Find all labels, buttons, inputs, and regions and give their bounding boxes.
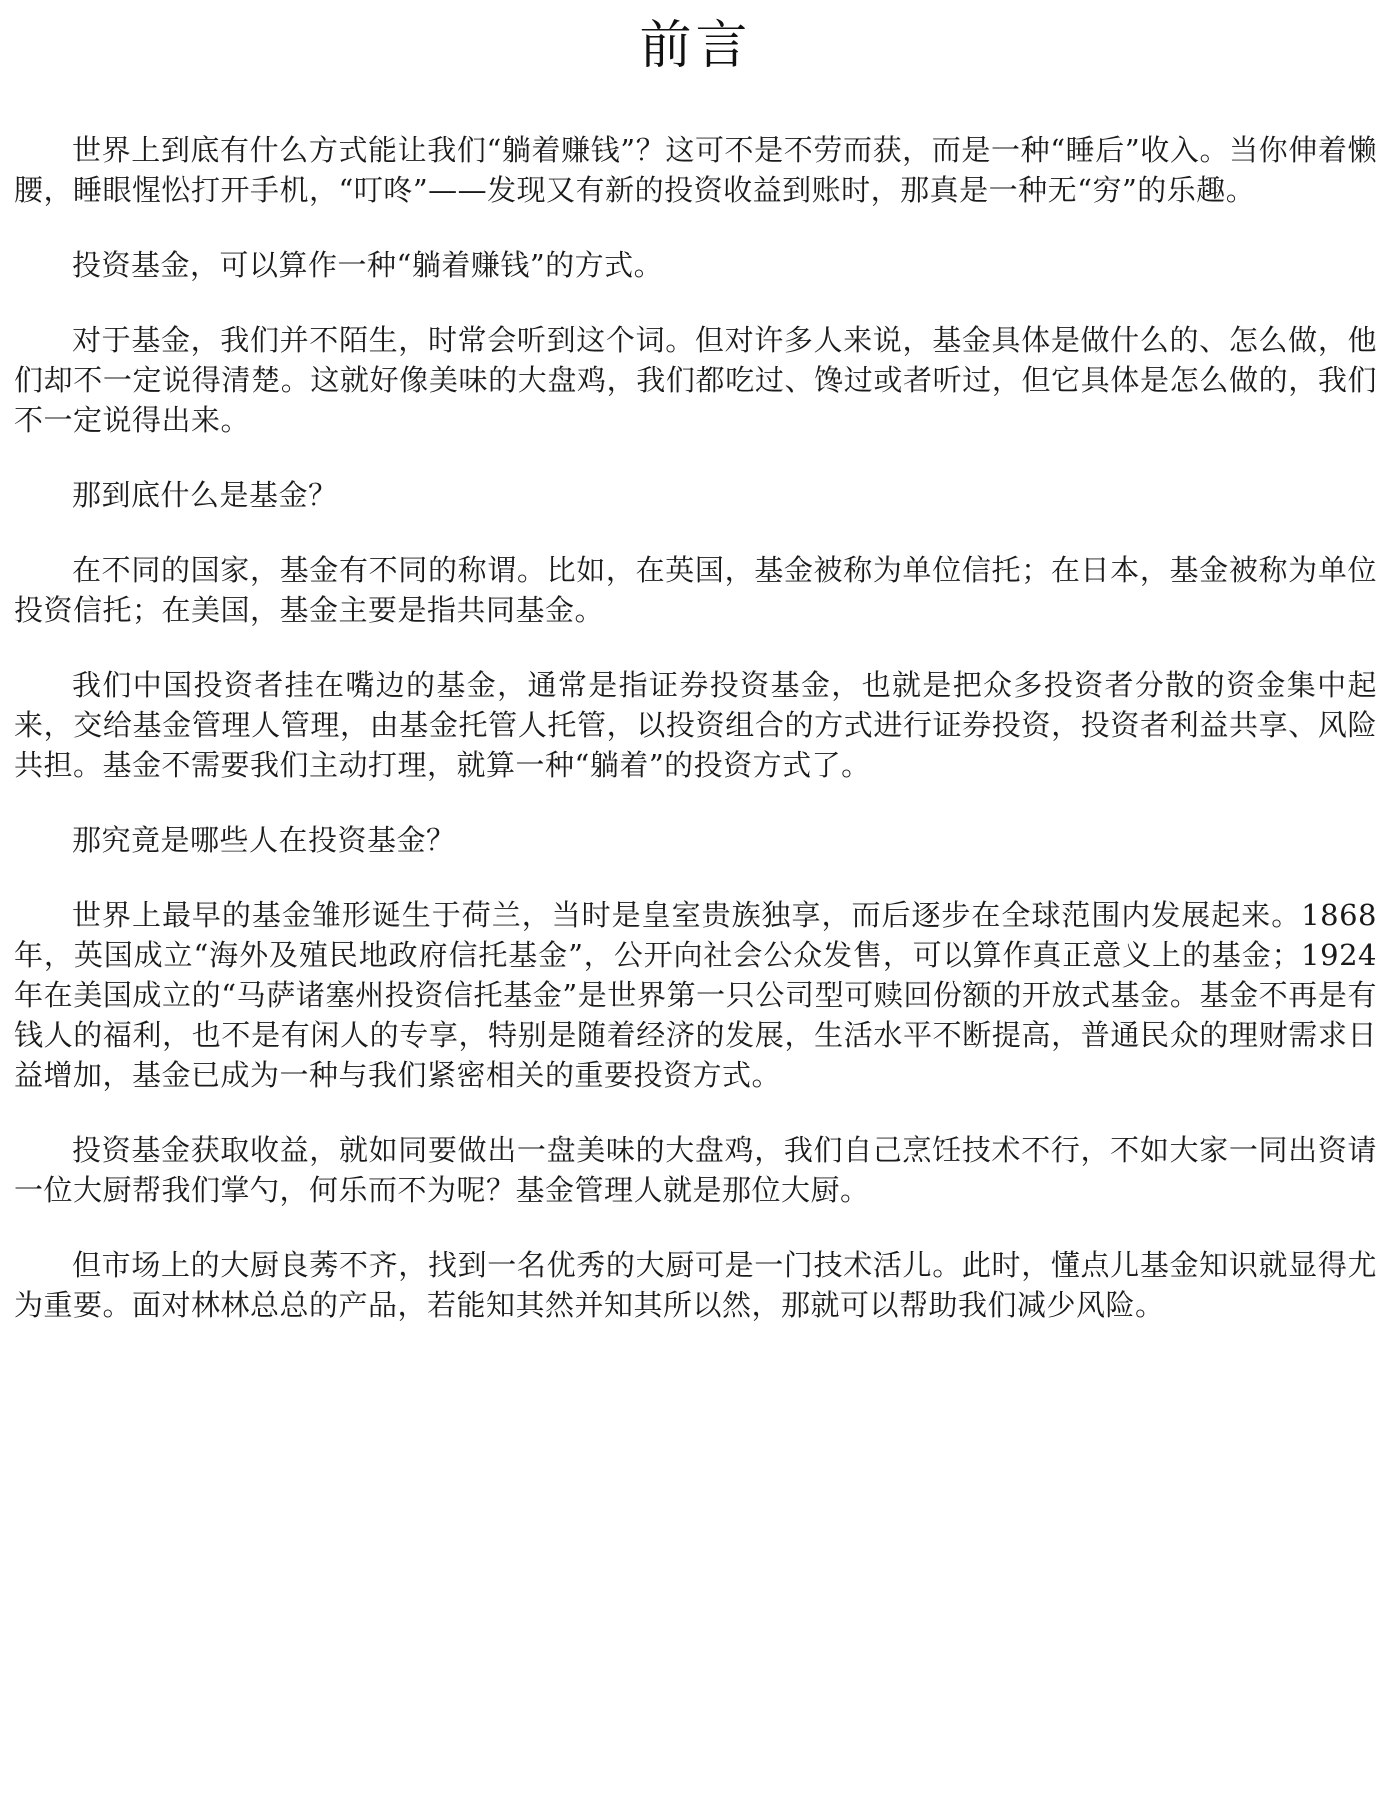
paragraph-10: 但市场上的大厨良莠不齐，找到一名优秀的大厨可是一门技术活儿。此时，懂点儿基金知识就显得尤为重要。面对林林总总的产品，若能知其然并知其所以然，那就可以帮助我们减少风险。 (14, 1248, 1377, 1322)
paragraph-5: 在不同的国家，基金有不同的称谓。比如，在英国，基金被称为单位信托；在日本，基金被称为单位投资信托；在美国，基金主要是指共同基金。 (14, 553, 1377, 627)
paragraph-9: 投资基金获取收益，就如同要做出一盘美味的大盘鸡，我们自己烹饪技术不行，不如大家一同出资请一位大厨帮我们掌勺，何乐而不为呢？基金管理人就是那位大厨。 (14, 1133, 1377, 1207)
body-text (14, 130, 1377, 1325)
paragraph-8: 世界上最早的基金雏形诞生于荷兰，当时是皇室贵族独享，而后逐步在全球范围内发展起来。1868年，英国成立“海外及殖民地政府信托基金”，公开向社会公众发售，可以算作真正意义上的基金；1924年在美国成立的“马萨诸塞州投资信托基金”是世界第一只公司型可赎回份额的开放式基金。基金不再是有钱人的福利，也不是有闲人的专享，特别是随着经济的发展，生活水平不断提高，普通民众的理财需求日益增加，基金已成为一种与我们紧密相关的重要投资方式。 (14, 898, 1377, 1092)
paragraph-7: 那究竟是哪些人在投资基金？ (72, 823, 456, 857)
paragraph-1: 世界上到底有什么方式能让我们“躺着赚钱”？这可不是不劳而获，而是一种“睡后”收入。当你伸着懒腰，睡眼惺忪打开手机，“叮咚”——发现又有新的投资收益到账时，那真是一种无“穷”的乐趣。 (14, 133, 1377, 207)
paragraph-3: 对于基金，我们并不陌生，时常会听到这个词。但对许多人来说，基金具体是做什么的、怎么做，他们却不一定说得清楚。这就好像美味的大盘鸡，我们都吃过、馋过或者听过，但它具体是怎么做的，我们不一定说得出来。 (14, 323, 1377, 437)
page-title: 前言 (639, 16, 752, 76)
paragraph-6: 我们中国投资者挂在嘴边的基金，通常是指证券投资基金，也就是把众多投资者分散的资金集中起来，交给基金管理人管理，由基金托管人托管，以投资组合的方式进行证券投资，投资者利益共享、风险共担。基金不需要我们主动打理，就算一种“躺着”的投资方式了。 (14, 668, 1377, 782)
paragraph-2: 投资基金，可以算作一种“躺着赚钱”的方式。 (72, 248, 664, 282)
paragraph-4: 那到底什么是基金？ (72, 478, 338, 512)
